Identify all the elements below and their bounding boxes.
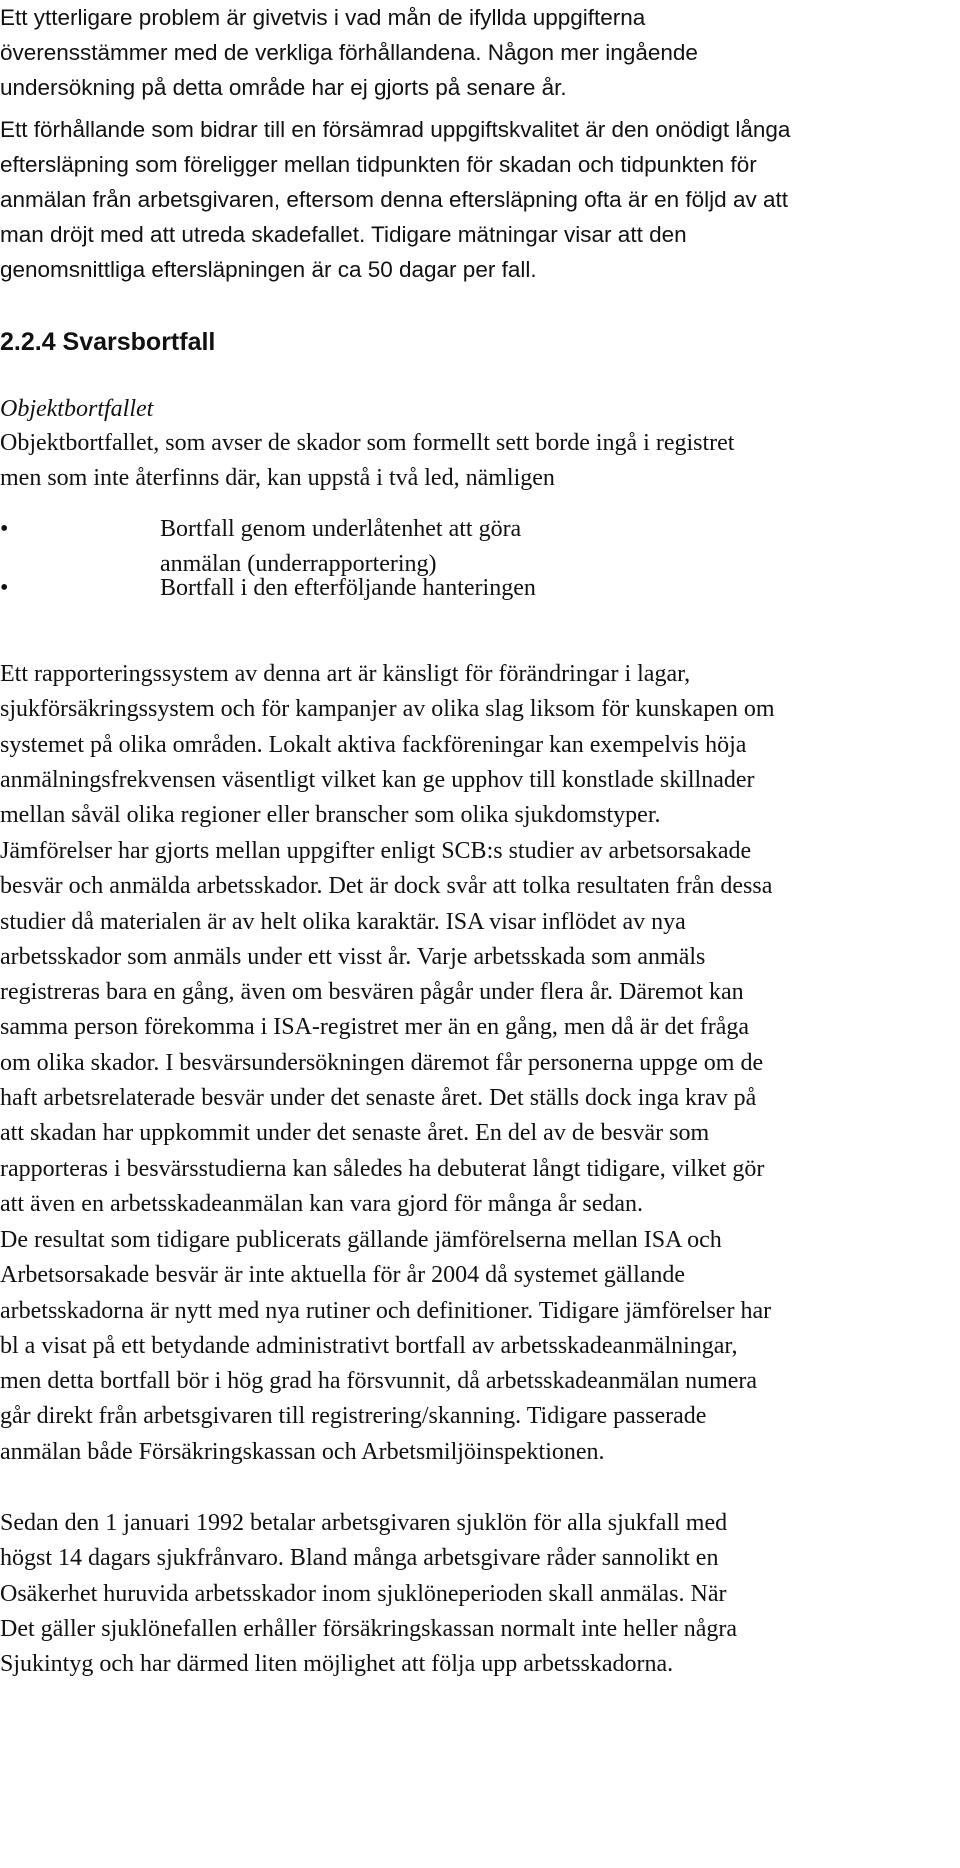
- text-line: Ett ytterligare problem är givetvis i vad mån de ifyllda uppgifterna: [0, 5, 646, 30]
- text-line: att även en arbetsskadeanmälan kan vara gjord för många år sedan.: [0, 1190, 644, 1217]
- text-line: Ett rapporteringssystem av denna art är känsligt för förändringar i lagar,: [0, 661, 691, 687]
- subheading: Objektbortfallet: [0, 396, 154, 422]
- text-line: högst 14 dagars sjukfrånvaro. Bland många arbetsgivare råder sannolikt en: [0, 1545, 719, 1572]
- text-line: besvär och anmälda arbetsskador. Det är dock svår att tolka resultaten från dessa: [0, 873, 773, 900]
- text-line: genomsnittliga eftersläpningen är ca 50 dagar per fall.: [0, 257, 537, 282]
- list-item: [0, 571, 960, 606]
- text-line: undersökning på detta område har ej gjorts på senare år.: [0, 75, 567, 100]
- text-line: haft arbetsrelaterade besvär under det senaste året. Det ställs dock inga krav på: [0, 1085, 757, 1112]
- text-line: Arbetsorsakade besvär är inte aktuella för år 2004 då systemet gällande: [0, 1262, 686, 1289]
- text-line: Ett förhållande som bidrar till en försämrad uppgiftskvalitet är den onödigt långa: [0, 117, 791, 142]
- text-line: anmälningsfrekvensen väsentligt vilket kan ge upphov till konstlade skillnader: [0, 766, 755, 793]
- paragraph-object-dropout: [0, 426, 734, 497]
- text-line: bl a visat på ett betydande administrativt bortfall av arbetsskadeanmälningar,: [0, 1332, 738, 1359]
- text-line: eftersläpning som föreligger mellan tidpunkten för skadan och tidpunkten för: [0, 152, 757, 177]
- paragraph-previous-results: [0, 1223, 771, 1470]
- text-line: anmälan (underrapportering): [160, 551, 437, 578]
- paragraph-comparisons: [0, 834, 772, 1222]
- bullet-icon: •: [0, 575, 9, 601]
- bullet-icon: •: [0, 516, 9, 542]
- text-line: Bortfall genom underlåtenhet att göra: [160, 516, 522, 542]
- text-line: registreras bara en gång, även om besvären pågår under flera år. Däremot kan: [0, 979, 744, 1006]
- text-line: om olika skador. I besvärsundersökningen däremot får personerna uppge om de: [0, 1049, 764, 1076]
- text-line: men detta bortfall bör i hög grad ha försvunnit, då arbetsskadeanmälan numera: [0, 1368, 758, 1395]
- paragraph-reporting-delay: [0, 112, 790, 287]
- text-line: Objektbortfallet, som avser de skador som formellt sett borde ingå i registret: [0, 430, 735, 456]
- text-line: mellan såväl olika regioner eller branscher som olika sjukdomstyper.: [0, 802, 661, 829]
- text-line: De resultat som tidigare publicerats gällande jämförelserna mellan ISA och: [0, 1227, 722, 1253]
- text-line: att skadan har uppkommit under det senaste året. En del av de besvär som: [0, 1120, 710, 1147]
- paragraph-data-quality: [0, 0, 698, 105]
- text-line: Bortfall i den efterföljande hanteringen: [160, 575, 536, 601]
- text-line: anmälan både Försäkringskassan och Arbetsmiljöinspektionen.: [0, 1438, 605, 1465]
- text-line: Jämförelser har gjorts mellan uppgifter enligt SCB:s studier av arbetsorsakade: [0, 838, 752, 864]
- text-line: studier då materialen är av helt olika karaktär. ISA visar inflödet av nya: [0, 908, 686, 935]
- paragraph-sick-pay: [0, 1506, 737, 1682]
- text-line: Det gäller sjuklönefallen erhåller försäkringskassan normalt inte heller några: [0, 1615, 738, 1642]
- text-line: arbetsskadorna är nytt med nya rutiner och definitioner. Tidigare jämförelser har: [0, 1297, 772, 1324]
- text-line: men som inte återfinns där, kan uppstå i två led, nämligen: [0, 465, 555, 492]
- text-line: arbetsskador som anmäls under ett visst år. Varje arbetsskada som anmäls: [0, 943, 706, 970]
- text-line: rapporteras i besvärsstudierna kan således ha debuterat långt tidigare, vilket gör: [0, 1155, 765, 1182]
- text-line: sjukförsäkringssystem och för kampanjer av olika slag liksom för kunskapen om: [0, 696, 775, 723]
- section-heading: 2.2.4 Svarsbortfall: [0, 328, 216, 356]
- text-line: överensstämmer med de verkliga förhållandena. Någon mer ingående: [0, 40, 698, 65]
- text-line: systemet på olika områden. Lokalt aktiva fackföreningar kan exempelvis höja: [0, 731, 747, 758]
- list-item-text: [160, 571, 536, 606]
- text-line: anmälan från arbetsgivaren, eftersom denna eftersläpning ofta är en följd av att: [0, 187, 788, 212]
- text-line: Osäkerhet huruvida arbetsskador inom sjuklöneperioden skall anmälas. När: [0, 1580, 727, 1607]
- text-line: Sjukintyg och har därmed liten möjlighet att följa upp arbetsskadorna.: [0, 1651, 674, 1678]
- text-line: man dröjt med att utreda skadefallet. Tidigare mätningar visar att den: [0, 222, 687, 247]
- text-line: samma person förekomma i ISA-registret mer än en gång, men då är det fråga: [0, 1014, 750, 1041]
- text-line: Sedan den 1 januari 1992 betalar arbetsgivaren sjuklön för alla sjukfall med: [0, 1510, 728, 1536]
- text-line: går direkt från arbetsgivaren till registrering/skanning. Tidigare passerade: [0, 1403, 707, 1430]
- paragraph-reporting-system: [0, 657, 775, 833]
